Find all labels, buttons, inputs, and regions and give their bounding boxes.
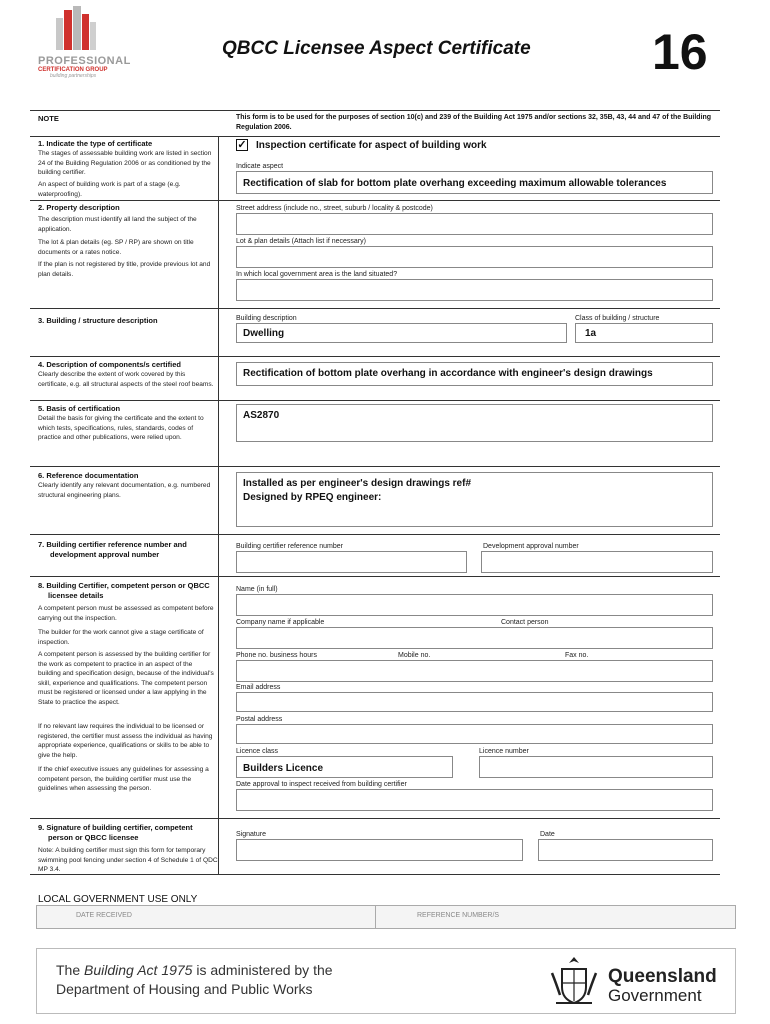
logo-text-mid: CERTIFICATION GROUP [38,67,108,73]
purpose-text: This form is to be used for the purposes of section 10(c) and 239 of the Building Act 1975 and/or sections 32, 35B, 43, 44 and 47 of the Building Regulation 2006. [236,114,712,131]
s4-heading: 4. Description of components/s certified [38,360,181,369]
licence-number-label: Licence number [479,748,529,755]
s8-heading-line1: 8. Building Certifier, competent person or QBCC [38,581,210,590]
phone-label: Phone no. business hours [236,652,317,659]
s9-heading-line1: 9. Signature of building certifier, competent [38,823,193,832]
da-number-field[interactable] [481,551,713,573]
basis-field[interactable] [236,404,713,442]
note-label: NOTE [38,114,59,123]
s6-note: Clearly identify any relevant documentation, e.g. numbered structural engineering plans. [38,482,211,499]
s3-heading: 3. Building / structure description [38,316,158,325]
s8-note1: A competent person must be assessed as competent before carrying out the inspection. [38,605,214,622]
s2-note1: The description must identify all land the subject of the application. [38,216,197,233]
signature-field[interactable] [236,839,523,861]
footer-line1-post: is administered by the [192,962,333,978]
name-label: Name (in full) [236,586,278,593]
date-field[interactable] [538,839,713,861]
building-logo-icon [38,6,113,50]
s9-note: Note: A building certifier must sign this form for temporary swimming pool fencing under section 4 of Schedule 1 of QDC MP 3.4. [38,847,218,873]
s2-note3: If the plan is not registered by title, provide previous lot and plan details. [38,261,211,278]
s4-note: Clearly describe the extent of work covered by this certificate, e.g. all structural aspects of the steel roof beams. [38,371,214,388]
reference-numbers-label: REFERENCE NUMBER/S [417,912,500,919]
pcg-logo [38,6,131,82]
reference-doc-line2: Designed by RPEQ engineer: [243,492,382,503]
date-received-label: DATE RECEIVED [76,912,132,919]
s8-note2: The builder for the work cannot give a stage certificate of inspection. [38,629,204,646]
footer-line1-pre: The [56,962,85,978]
logo-text-bottom: building partnerships [50,73,97,79]
s9-heading-line2: person or QBCC licensee [48,833,139,842]
gov-name-line1: Queensland [608,966,717,987]
footer-line2: Department of Housing and Public Works [56,981,313,997]
s5-note: Detail the basis for giving the certificate and the extent to which tests, specifications, rules, standards, codes of practice and other publications, were relied upon. [38,415,204,441]
licence-class-value: Builders Licence [243,763,324,774]
company-label: Company name if applicable [236,619,325,626]
page-title: QBCC Licensee Aspect Certificate [222,38,531,59]
s8-note4: If no relevant law requires the individual to be licensed or registered, the certifier must assess the individual as having appropriate experience, qualifications or skills to be able to give the help. [38,723,213,759]
company-field[interactable] [236,627,713,649]
components-value: Rectification of bottom plate overhang in accordance with engineer's design drawings [243,368,653,379]
s8-note3: A competent person is assessed by the building certifier for the work as competent to practice in an aspect of the building and specification design, because of the individual's skill, experience and qualifications. The competent person must be registered or licensed under a law applying in the State to practice the aspect. [38,651,214,706]
class-value: 1a [585,328,597,339]
building-desc-field[interactable] [236,323,567,343]
s1-heading: 1. Indicate the type of certificate [38,139,153,148]
aspect-value: Rectification of slab for bottom plate overhang exceeding maximum allowable tolerances [243,178,667,189]
signature-label: Signature [236,831,266,838]
postal-address-field[interactable] [236,724,713,744]
basis-value: AS2870 [243,410,280,421]
email-field[interactable] [236,692,713,712]
contact-label: Contact person [501,619,549,626]
logo-text-top: PROFESSIONAL [38,55,131,67]
certifier-ref-label: Building certifier reference number [236,543,343,550]
date-label: Date [540,831,555,838]
footer-line1 [56,962,333,978]
footer-line1-italic: Building Act 1975 [84,962,193,978]
class-label: Class of building / structure [575,315,660,322]
checkbox-label: Inspection certificate for aspect of building work [256,140,487,151]
phone-field[interactable] [236,660,713,682]
reference-doc-line1: Installed as per engineer's design drawings ref# [243,478,472,489]
name-field[interactable] [236,594,713,616]
lga-label: In which local government area is the land situated? [236,271,398,278]
date-approval-field[interactable] [236,789,713,811]
s2-note2: The lot & plan details (eg. SP / RP) are shown on title documents or a rates notice. [38,239,194,256]
da-number-label: Development approval number [483,543,579,550]
s5-heading: 5. Basis of certification [38,404,121,413]
inspection-checkbox[interactable]: ✓ [237,139,247,151]
licence-class-label: Licence class [236,748,279,755]
lot-label: Lot & plan details (Attach list if necessary) [236,238,366,245]
certifier-ref-field[interactable] [236,551,467,573]
date-approval-label: Date approval to inspect received from building certifier [236,781,407,788]
s7-heading-line1: 7. Building certifier reference number and [38,540,187,549]
lga-field[interactable] [236,279,713,301]
form-number: 16 [652,24,708,80]
queensland-crest-icon [546,953,602,1009]
fax-label: Fax no. [565,652,589,659]
gov-name-line2: Government [608,986,702,1005]
building-desc-value: Dwelling [243,328,285,339]
s2-heading: 2. Property description [38,203,120,212]
s7-heading-line2: development approval number [50,550,160,559]
licence-number-field[interactable] [479,756,713,778]
aspect-label: Indicate aspect [236,163,284,170]
building-desc-label: Building description [236,315,297,322]
lot-plan-field[interactable] [236,246,713,268]
postal-label: Postal address [236,716,283,723]
s8-heading-line2: licensee details [48,591,104,600]
s1-note1: The stages of assessable building work are listed in section 24 of the Building Regulation 2006 or as conditioned by the building certifier. [38,150,212,176]
local-gov-title: LOCAL GOVERNMENT USE ONLY [38,894,198,905]
s6-heading: 6. Reference documentation [38,471,139,480]
mobile-label: Mobile no. [398,652,431,659]
street-address-field[interactable] [236,213,713,235]
email-label: Email address [236,684,281,691]
s1-note2: An aspect of building work is part of a stage (e.g. waterproofing). [38,181,181,198]
street-label: Street address (include no., street, suburb / locality & postcode) [236,205,433,212]
s8-note5: If the chief executive issues any guidelines for assessing a competent person, the building certifier must use the guidelines when assessing the person. [38,766,209,792]
